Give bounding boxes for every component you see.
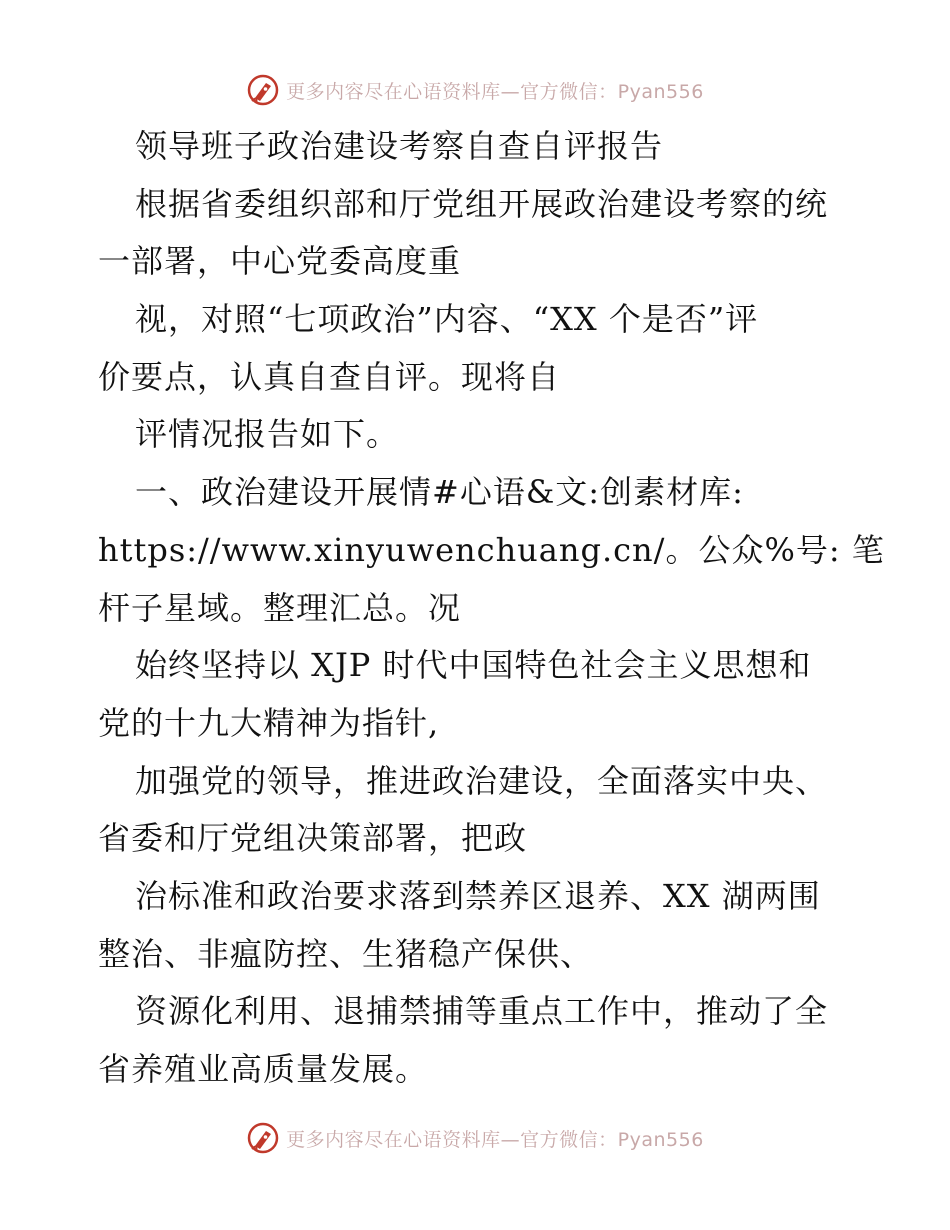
paragraph-line: 省养殖业高质量发展。 [98,1050,429,1088]
pen-nib-logo-icon [246,73,280,107]
paragraph-line: 一部署，中心党委高度重 [98,242,462,281]
paragraph-line: 根据省委组织部和厅党组开展政治建设考察的统 [135,184,829,223]
paragraph-line: https://www.xinyuwenchuang.cn/。公众%号: 笔 [98,530,885,569]
section-heading: 一、政治建设开展情#心语&文:创素材库: [135,473,744,512]
paragraph-line: 视，对照“七项政治”内容、“XX 个是否”评 [135,300,759,339]
paragraph-line: 资源化利用、退捕禁捕等重点工作中，推动了全 [135,992,829,1031]
watermark-banner-bottom [0,1118,950,1158]
paragraph-line: 杆子星域。整理汇总。况 [98,588,462,627]
pen-nib-logo-icon [246,1121,280,1155]
watermark-banner-top [0,70,950,110]
paragraph-line: 评情况报告如下。 [135,415,400,454]
watermark-text: 更多内容尽在心语资料库—官方微信：Pyan556 [286,80,704,103]
doc-title: 领导班子政治建设考察自查自评报告 [135,127,664,165]
document-body [98,118,885,1099]
paragraph-line: 整治、非瘟防控、生猪稳产保供、 [98,934,594,973]
paragraph-line: 始终坚持以 XJP 时代中国特色社会主义思想和 [135,646,812,685]
paragraph-line: 省委和厅党组决策部署，把政 [98,819,528,858]
watermark-text: 更多内容尽在心语资料库—官方微信：Pyan556 [286,1128,704,1151]
paragraph-line: 党的十九大精神为指针, [98,703,440,742]
paragraph-line: 治标准和政治要求落到禁养区退养、XX 湖两围 [135,876,821,915]
paragraph-line: 加强党的领导，推进政治建设，全面落实中央、 [135,761,829,800]
paragraph-line: 价要点，认真自查自评。现将自 [98,357,561,396]
